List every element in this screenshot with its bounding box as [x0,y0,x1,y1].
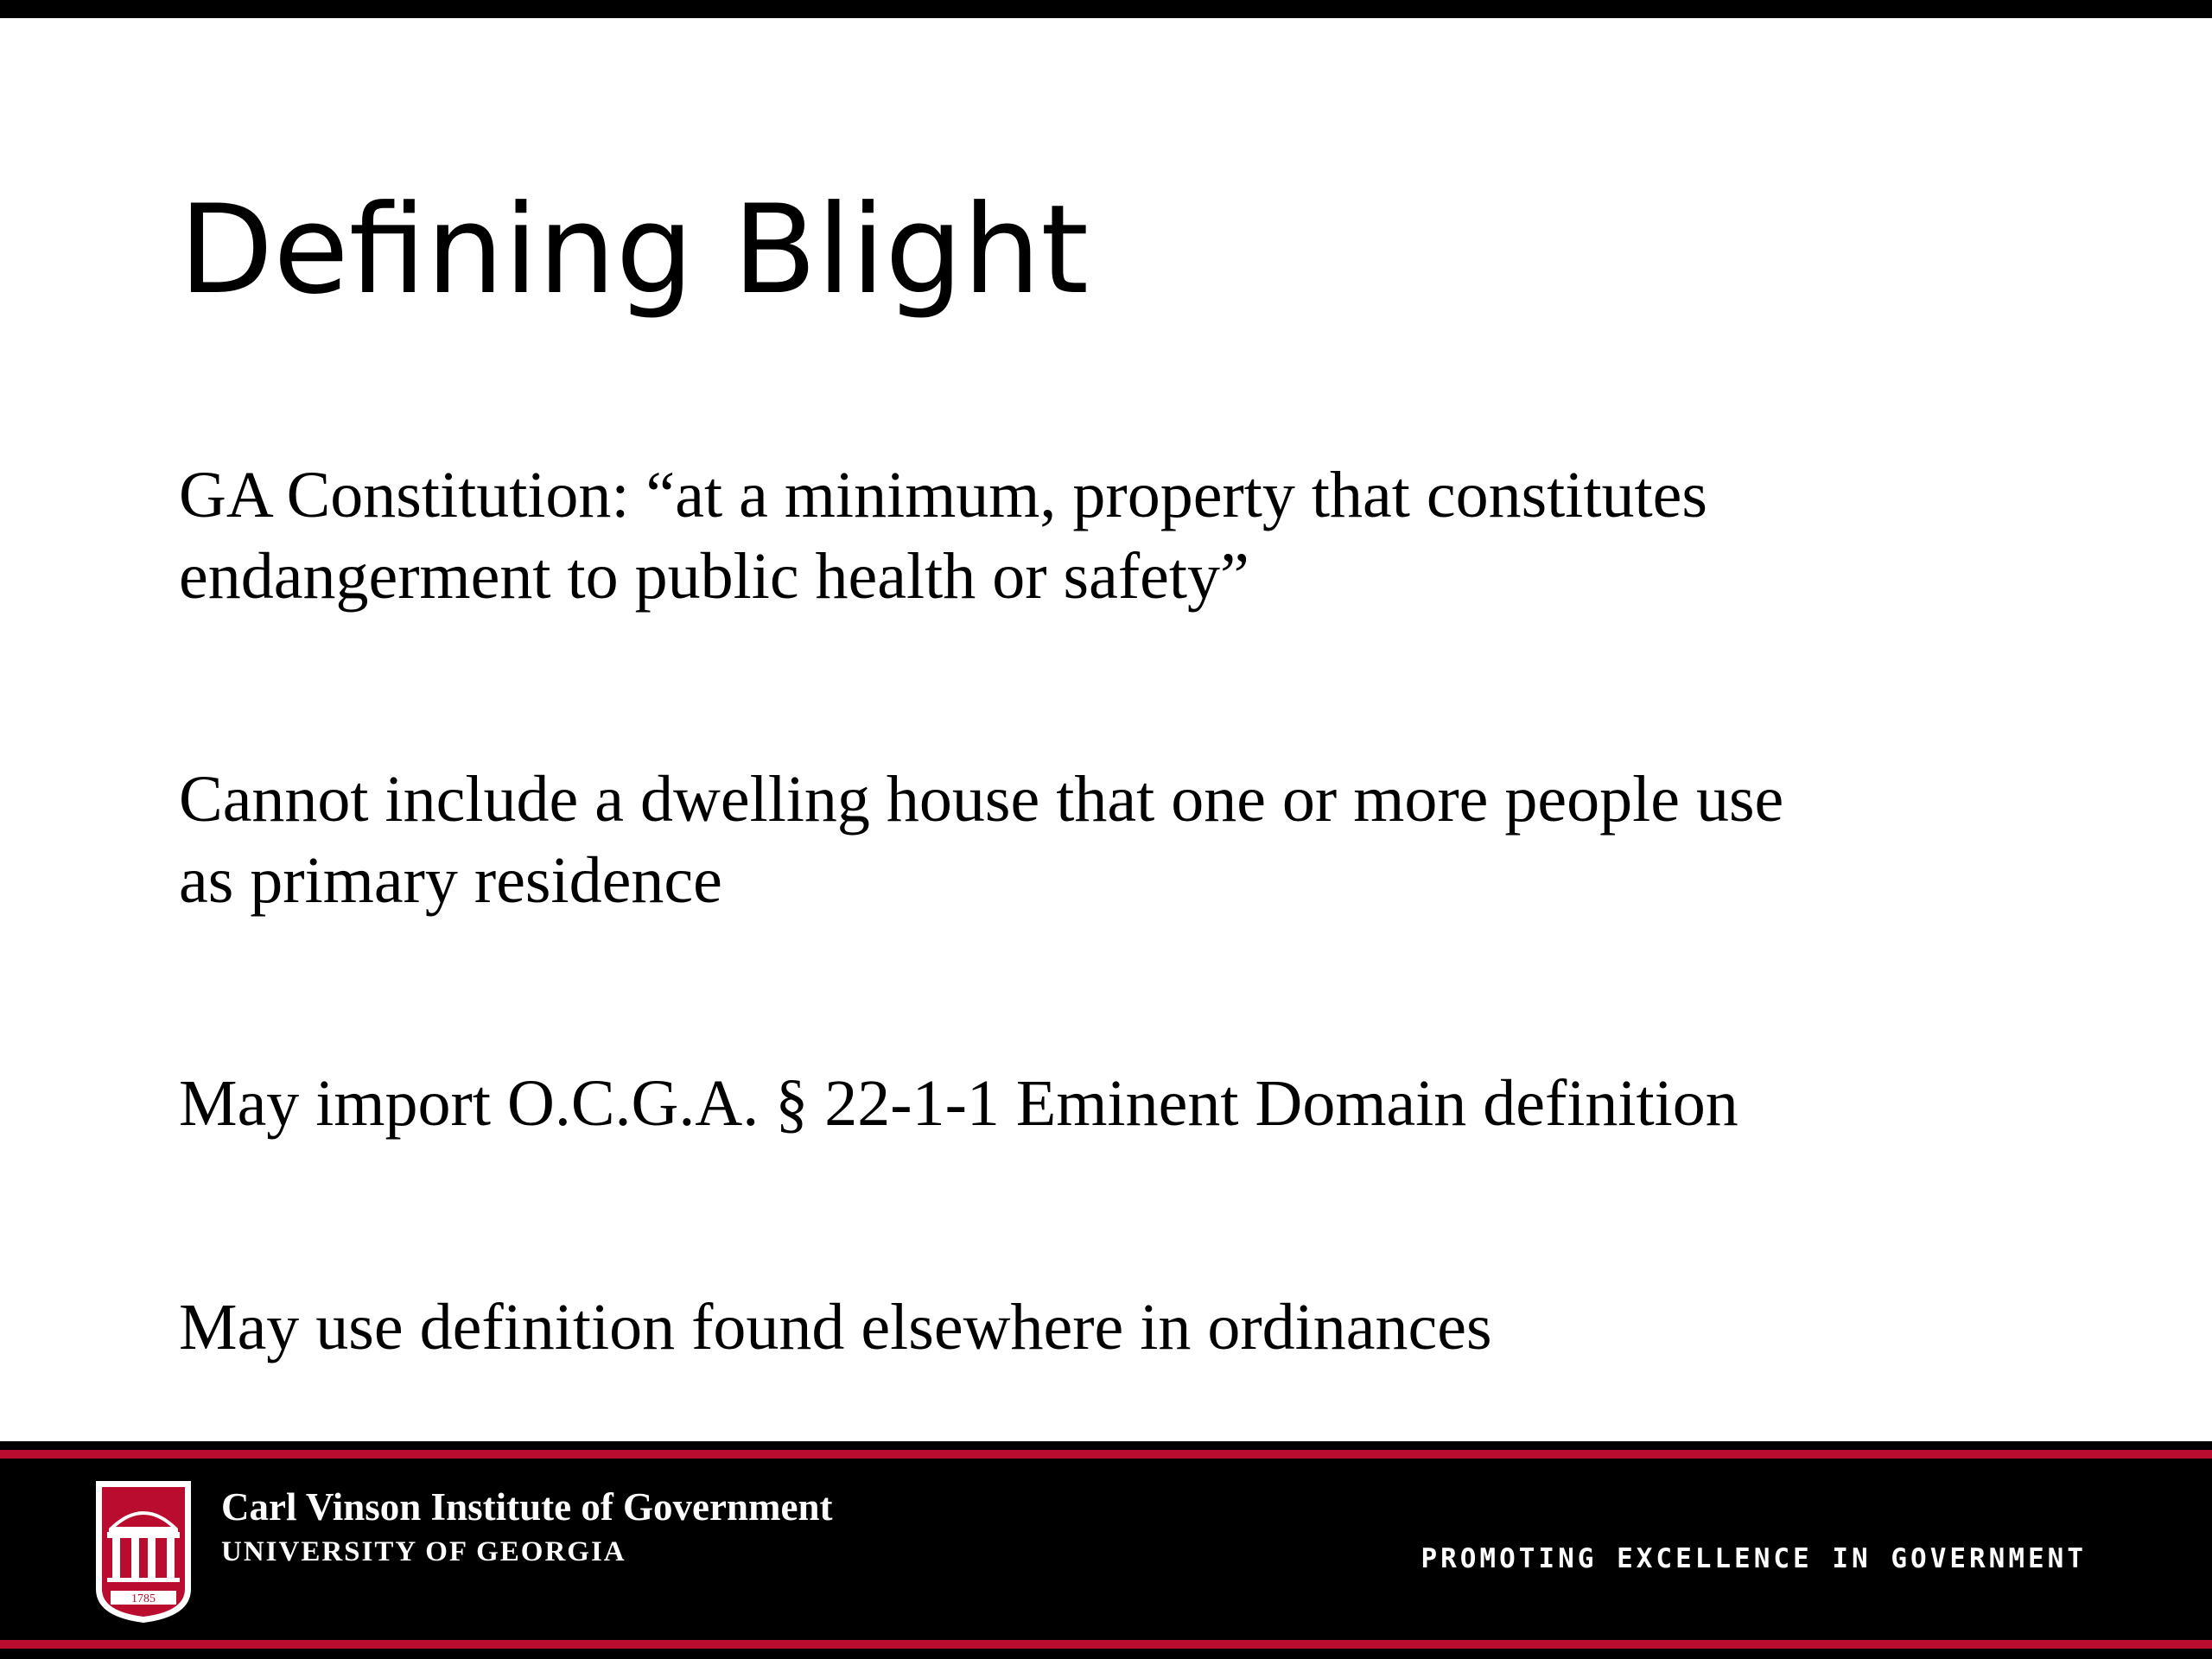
uga-arch-shield-icon [93,1478,194,1625]
paragraph-line: May use definition found elsewhere in ordinances [179,1291,1492,1363]
footer-tagline: PROMOTING EXCELLENCE IN GOVERNMENT [1421,1543,2087,1574]
org-subtitle: UNIVERSITY OF GEORGIA [221,1536,626,1567]
paragraph-line: Cannot include a dwelling house that one or more people use [179,763,1784,836]
logo-year-text: 1785 [131,1592,156,1605]
paragraph-line: GA Constitution: “at a minimum, property that constitutes [179,459,1707,531]
footer-band [0,1441,2212,1659]
paragraph-ga-constitution [179,454,1707,617]
paragraph-line: endangerment to public health or safety” [179,540,1249,613]
paragraph-ordinance-definition [179,1287,1492,1368]
footer-red-stripe-top [0,1450,2212,1459]
footer-red-stripe-bottom [0,1640,2212,1649]
paragraph-line: May import O.C.G.A. § 22-1-1 Eminent Domain definition [179,1067,1738,1140]
paragraph-dwelling-exclusion [179,759,1783,921]
org-name: Carl Vinson Institute of Government [221,1485,833,1529]
slide-title: Defining Blight [179,179,1090,321]
paragraph-line: as primary residence [179,844,722,917]
top-border-bar [0,0,2212,18]
paragraph-ocga-import [179,1063,1738,1144]
